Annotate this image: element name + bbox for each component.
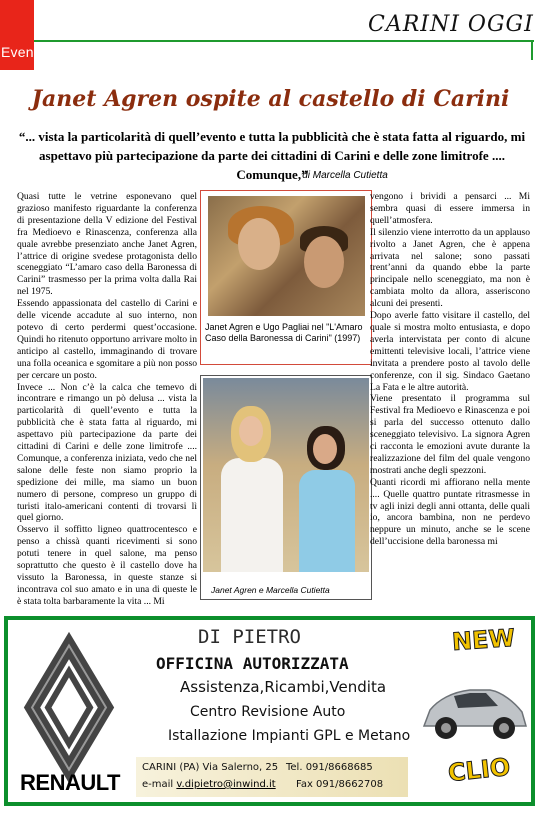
email-link[interactable]: v.dipietro@inwind.it: [176, 779, 276, 790]
ad-business-name: DI PIETRO: [198, 626, 301, 648]
ad-line: Istallazione Impianti GPL e Metano: [168, 728, 411, 744]
photo-film-still: [200, 190, 372, 365]
ad-address: CARINI (PA) Via Salerno, 25: [142, 762, 279, 773]
article-byline: di Marcella Cutietta: [302, 170, 388, 181]
article-quote: “... vista la particolarità di quell’evento e tutta la pubblicità che è stata fatta al riguardo, mi aspettavo più partecipazione da parte dei cittadini di Carini e delle zone limitrofe .... Comunque,”: [18, 129, 526, 182]
advertisement: [4, 616, 535, 806]
ad-line: Assistenza,Ricambi,Vendita: [180, 678, 387, 696]
paragraph: Viene presentato il programma sul Festival fra Medioevo e Rinascenza e poi si parla del successo ottenuto dallo sceneggiato televisivo. La signora Agren ci racconta le emozioni avute durante la realizzazione del film del quale vengono mostrati anche degli spezzoni.: [370, 393, 530, 476]
ad-line: Centro Revisione Auto: [190, 704, 346, 720]
paragraph: Quasi tutte le vetrine esponevano quel grazioso manifesto riguardante la conferenza di presentazione della V edizione del Festival fra Medioevo e Rinascenza, conferenza alla quale avrebbe presenziato anche Janet Agren, l’attrice di origine svedese protagonista dello sceneggiato “L’amaro caso della Baronessa di Carini” trasmesso per la prima volta dalla Rai nel 1975.: [17, 191, 197, 298]
car-icon: [418, 670, 530, 750]
ad-phone: Tel. 091/8668685: [286, 762, 373, 773]
contact-box: [136, 757, 408, 797]
ad-fax: Fax 091/8662708: [296, 779, 384, 790]
badge-new: NEW: [451, 623, 516, 657]
ad-line: OFFICINA AUTORIZZATA: [156, 654, 349, 673]
article-title: Janet Agren ospite al castello di Carini: [31, 86, 510, 112]
paragraph: Essendo appassionata del castello di Carini e delle vicende accadute al suo interno, non potevo di certo perdermi quest’occasione. Quindi ho ritenuto opportuno arrivare molto in anticipo al castello, immaginando di trovare una folla oceanica e sgomitare a più non posso per cercare un posto.: [17, 298, 197, 381]
header-rule-corner: [531, 40, 533, 60]
film-still-image: [208, 196, 365, 316]
paragraph: Invece ... Non c’è la calca che temevo di incontrare e rimango un pò delusa ... vista la particolarità di quell’evento e tutta la pubblicità che è stata fatta al riguardo, mi aspettavo più partecipazione da parte dei cittadini di Carini e delle zone limitrofe .... Comunque, a conferenza iniziata, vedo che nel salone delle feste non siamo proprio la spedizione dei mille, ma siamo un buon numero di persone, compreso un gruppo di turisti italo-americani contenti di trovarsi lì quel giorno.: [17, 381, 197, 524]
paragraph: vengono i brividi a pensarci ... Mi sembra quasi di essere immersa in quell’atmosfera.: [370, 191, 530, 226]
email-label: e-mail: [142, 779, 177, 790]
header-rule: [34, 40, 534, 42]
portrait-image: [203, 378, 369, 572]
paragraph: Dopo averle fatto visitare il castello, del quale si mostra molto entusiasta, e dopo averla intervistata per conto di alcune emittenti televisive locali, l’attrice viene invitata a prendere posto al tavolo delle conferenze, con il sig. Sindaco Gaetano La Fata e le altre autorità.: [370, 310, 530, 393]
paragraph: Osservo il soffitto ligneo quattrocentesco e penso a chissà quanti ricevimenti si sono potuti tenere in quel salone, ma penso soprattutto che questo è il castello dove ha vissuto la Baronessa, in queste stanze si incontrava col suo amato e in una di queste le è stata tolta barbaramente la vita ... Mi: [17, 524, 197, 607]
masthead-logo: CARINI OGGI: [362, 12, 540, 37]
article-column-left: [17, 191, 197, 608]
photo-portrait: [200, 375, 372, 600]
paragraph: Il silenzio viene interrotto da un applauso rivolto a Janet Agren, che è appena arrivata nel salone; sono passati trent’anni da quando ebbe la parte principale nello sceneggiato, ma non è cambiata molto da allora, asseriscono alcuni dei presenti.: [370, 226, 530, 310]
article-column-right: [370, 191, 530, 548]
badge-model: CLIO: [446, 752, 512, 788]
photo-caption: Janet Agren e Marcella Cutietta: [211, 585, 330, 595]
photo-caption: Janet Agren e Ugo Pagliai nel "L'Amaro Caso della Baronessa di Carini" (1997): [205, 322, 363, 343]
brand-name: RENAULT: [20, 770, 120, 795]
ad-email: [142, 779, 276, 790]
paragraph: Quanti ricordi mi affiorano nella mente .... Quelle quattro puntate ritrasmesse in tv agli inizi degli anni ottanta, delle quali io, ancora bambina, non ne perdevo neppure un minuto, anche se le scene dell’uccisione della baronessa mi: [370, 476, 530, 548]
renault-logo-icon: [14, 630, 124, 785]
section-label: Eventi: [1, 44, 42, 60]
